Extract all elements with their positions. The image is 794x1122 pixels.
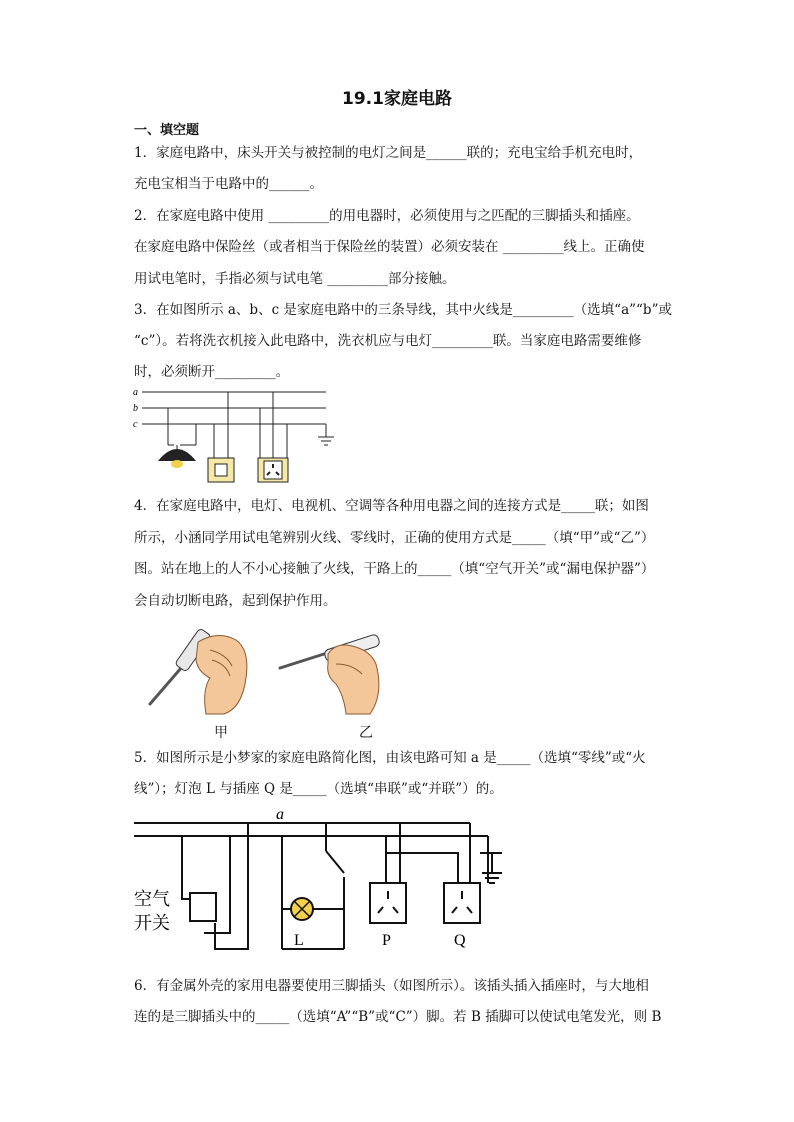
q4-line-2: 所示，小涵同学用试电笔辨别火线、零线时，正确的使用方式是_____（填“甲”或“乙”） bbox=[134, 530, 655, 546]
label-p: P bbox=[382, 932, 391, 949]
q4-line-1: 4．在家庭电路中，电灯、电视机、空调等各种用电器之间的连接方式是_____联；如图 bbox=[134, 498, 649, 514]
q1-line-1: 1．家庭电路中，床头开关与被控制的电灯之间是______联的；充电宝给手机充电时， bbox=[134, 145, 643, 161]
q5-circuit-figure bbox=[130, 803, 520, 953]
air-switch-label-2: 开关 bbox=[134, 913, 170, 934]
bulb-l-icon bbox=[282, 898, 344, 920]
q3-line-3: 时，必须断开_________。 bbox=[134, 364, 290, 380]
q1-line-2: 充电宝相当于电路中的______。 bbox=[134, 176, 323, 192]
q2-line-1: 2．在家庭电路中使用 _________的用电器时，必须使用与之匹配的三脚插头和插座。 bbox=[134, 208, 640, 224]
wire-label-a: a bbox=[133, 387, 138, 398]
air-switch-box bbox=[190, 893, 216, 921]
q3-line-2: “c”）。若将洗衣机接入此电路中，洗衣机应与电灯_________联。当家庭电路需要维修 bbox=[134, 333, 642, 349]
figure-label-yi: 乙 bbox=[359, 725, 373, 741]
section-heading: 一、填空题 bbox=[134, 123, 200, 138]
hand-jia-icon bbox=[150, 628, 247, 714]
lamp-icon bbox=[158, 445, 196, 468]
wire-label-c: c bbox=[133, 419, 138, 430]
q4-line-4: 会自动切断电路，起到保护作用。 bbox=[134, 593, 337, 609]
q3-line-1: 3．在如图所示 a、b、c 是家庭电路中的三条导线，其中火线是_________（选填“a”“b”或 bbox=[134, 302, 672, 318]
q5-line-2: 线”）；灯泡 L 与插座 Q 是_____（选填“串联”或“并联”）的。 bbox=[134, 781, 503, 797]
wire-label-a: a bbox=[276, 806, 284, 823]
socket-q-icon bbox=[444, 883, 480, 923]
page-title: 19.1家庭电路 bbox=[342, 89, 452, 109]
switch-icon bbox=[208, 458, 234, 482]
air-switch-label-1: 空气 bbox=[134, 889, 170, 910]
q5-line-1: 5．如图所示是小梦家的家庭电路简化图，由该电路可知 a 是_____（选填“零线”或“火 bbox=[134, 750, 646, 766]
label-l: L bbox=[294, 932, 304, 949]
socket-icon bbox=[258, 458, 288, 482]
hand-yi-icon bbox=[280, 634, 380, 714]
q3-circuit-figure bbox=[130, 383, 340, 483]
wire-label-b: b bbox=[133, 403, 138, 414]
q2-line-3: 用试电笔时，手指必须与试电笔 _________部分接触。 bbox=[134, 271, 456, 287]
q4-test-pen-figure bbox=[140, 620, 400, 716]
label-q: Q bbox=[454, 932, 466, 949]
q6-line-2: 连的是三脚插头中的_____（选填“A”“B”或“C”）脚。若 B 插脚可以使试电笔发光，则 B bbox=[134, 1009, 662, 1025]
q6-line-1: 6．有金属外壳的家用电器要使用三脚插头（如图所示）。该插头插入插座时，与大地相 bbox=[134, 978, 649, 994]
q4-line-3: 图。站在地上的人不小心接触了火线，干路上的_____（填“空气开关”或“漏电保护器”） bbox=[134, 561, 655, 577]
q2-line-2: 在家庭电路中保险丝（或者相当于保险丝的装置）必须安装在 _________线上。正确使 bbox=[134, 239, 645, 255]
socket-p-icon bbox=[370, 883, 406, 923]
figure-label-jia: 甲 bbox=[214, 725, 228, 741]
